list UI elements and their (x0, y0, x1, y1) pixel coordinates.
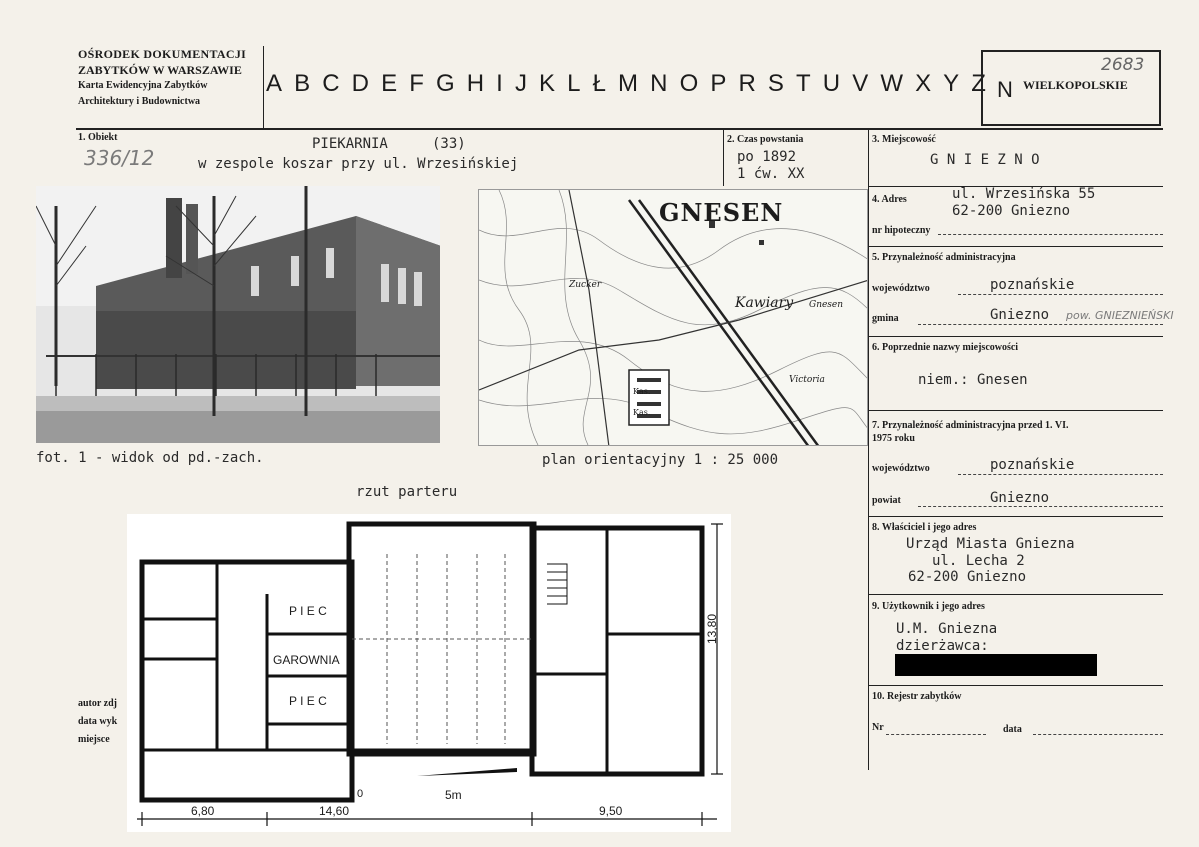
photo-caption: fot. 1 - widok od pd.-zach. (36, 450, 264, 466)
address-line2: 62-200 Gniezno (952, 203, 1071, 219)
index-letter: R (738, 70, 756, 97)
region-box (981, 50, 1161, 126)
index-letter: Z (971, 70, 986, 97)
map-title: GNESEN (659, 198, 784, 227)
rule (868, 336, 1163, 337)
index-letter: S (767, 70, 784, 97)
scale-label: 5m (445, 788, 462, 802)
index-letter: Y (943, 70, 960, 97)
county-value: Gniezno (990, 490, 1050, 506)
register-date-line (1033, 734, 1163, 735)
map-label-victoria: Victoria (789, 375, 825, 385)
index-letter: L (567, 70, 581, 97)
index-letter: A (266, 70, 283, 97)
right-column-divider (868, 130, 869, 770)
room-proofing: GAROWNIA (273, 653, 340, 667)
index-letter: B (294, 70, 311, 97)
map-label-kawiary: Kawiary (735, 295, 794, 311)
mortgage-label: nr hipoteczny (872, 225, 931, 236)
field7-label-1: 7. Przynależność administracyjna przed 1. VI. (872, 420, 1069, 431)
divider (723, 130, 724, 186)
user-line1: U.M. Gniezna (896, 621, 998, 637)
alphabet-index (266, 70, 986, 98)
index-letter: T (796, 70, 811, 97)
field4-label: 4. Adres (872, 194, 907, 205)
register-nr-label: Nr (872, 722, 884, 733)
index-letter: K (539, 70, 556, 97)
organization-header (78, 46, 264, 110)
org-line4: Architektury i Budownictwa (78, 96, 201, 107)
address-line1: ul. Wrzesińska 55 (952, 186, 1096, 202)
rule (868, 246, 1163, 247)
field7-voivodeship-value: poznańskie (990, 457, 1075, 473)
voivodeship-label: województwo (872, 283, 930, 294)
room-oven-2: P I E C (289, 694, 327, 708)
mortgage-field (938, 234, 1163, 235)
object-number: (33) (432, 136, 466, 152)
voivodeship-value: poznańskie (990, 277, 1075, 293)
owner-line2: ul. Lecha 2 (932, 553, 1025, 569)
header-divider (263, 46, 264, 128)
object-name: PIEKARNIA (312, 136, 388, 152)
index-letter: H (466, 70, 485, 97)
index-letter: G (435, 70, 455, 97)
field1-label: 1. Obiekt (78, 132, 118, 143)
region-label: WIELKOPOLSKIE (1023, 78, 1128, 92)
map-label-gnesen: Gnesen (809, 300, 844, 310)
building-photo (36, 186, 440, 443)
index-letter: O (679, 70, 699, 97)
user-line2: dzierżawca: (896, 638, 989, 654)
redaction-bar (895, 654, 1097, 676)
floor-plan (127, 514, 731, 832)
field7-voivodeship-line (958, 474, 1163, 475)
owner-line3: 62-200 Gniezno (908, 569, 1027, 585)
county-line (918, 506, 1163, 507)
date-label: data wyk (78, 716, 118, 727)
commune-line (918, 324, 1163, 325)
index-letter: C (322, 70, 340, 97)
construction-date-2: 1 ćw. XX (737, 166, 805, 182)
inventory-number: 336/12 (84, 146, 155, 170)
construction-date-1: po 1892 (737, 149, 797, 165)
field6-label: 6. Poprzednie nazwy miejscowości (872, 342, 1019, 353)
commune-value: Gniezno (990, 307, 1050, 323)
map-label-zucker: Zucker (569, 280, 602, 290)
field5-label: 5. Przynależność administracyjna (872, 252, 1016, 263)
field10-label: 10. Rejestr zabytków (872, 691, 962, 702)
owner-line1: Urząd Miasta Gniezna (906, 536, 1075, 552)
register-nr-line (886, 734, 986, 735)
field2-label: 2. Czas powstania (727, 134, 804, 145)
map-caption: plan orientacyjny 1 : 25 000 (542, 452, 779, 468)
index-letter: F (409, 70, 424, 97)
locality: G N I E Z N O (930, 152, 1040, 168)
dim-width-2: 14,60 (319, 804, 350, 818)
index-letter: U (822, 70, 841, 97)
commune-label: gmina (872, 313, 899, 324)
field9-label: 9. Użytkownik i jego adres (872, 601, 985, 612)
dim-width-3: 9,50 (599, 804, 623, 818)
rule (868, 516, 1163, 517)
org-line2: ZABYTKÓW W WARSZAWIE (78, 63, 242, 77)
map-label-kas2: Kas. (633, 408, 651, 417)
index-letter: Ł (592, 70, 606, 97)
card-number: 2683 (1101, 55, 1145, 75)
index-letter: M (618, 70, 639, 97)
field7-label-2: 1975 roku (872, 433, 915, 444)
field8-label: 8. Właściciel i jego adres (872, 522, 977, 533)
index-letter: I (496, 70, 503, 97)
previous-names: niem.: Gnesen (918, 372, 1028, 388)
object-description: w zespole koszar przy ul. Wrzesińskiej (198, 156, 519, 172)
index-letter: P (710, 70, 727, 97)
rule (868, 685, 1163, 686)
dim-width-1: 6,80 (191, 804, 215, 818)
county-label: powiat (872, 495, 901, 506)
voivodeship-line (958, 294, 1163, 295)
index-letter: W (880, 70, 903, 97)
field7-voivodeship-label: województwo (872, 463, 930, 474)
field3-label: 3. Miejscowość (872, 134, 936, 145)
header-rule (76, 128, 1163, 130)
index-letter: V (852, 70, 869, 97)
org-line1: OŚRODEK DOKUMENTACJI (78, 47, 247, 61)
dim-depth: 13,80 (705, 613, 719, 644)
place-label: miejsce (78, 734, 110, 745)
index-letter: D (351, 70, 369, 97)
index-letter: X (915, 70, 932, 97)
index-letter: E (381, 70, 398, 97)
map-label-kas1: Kas. (633, 387, 651, 396)
register-date-label: data (1003, 724, 1022, 735)
commune-note: pow. GNIEZNIEŃSKI (1066, 309, 1174, 322)
index-letter: N (650, 70, 668, 97)
orientation-map (478, 189, 868, 446)
org-line3: Karta Ewidencyjna Zabytków (78, 80, 208, 91)
rule (868, 410, 1163, 411)
scale-zero: 0 (357, 788, 364, 800)
n-label: N (997, 77, 1013, 102)
author-label: autor zdj (78, 698, 117, 709)
index-letter: J (514, 70, 527, 97)
plan-title: rzut parteru (356, 484, 458, 500)
rule (868, 594, 1163, 595)
room-oven-1: P I E C (289, 604, 327, 618)
